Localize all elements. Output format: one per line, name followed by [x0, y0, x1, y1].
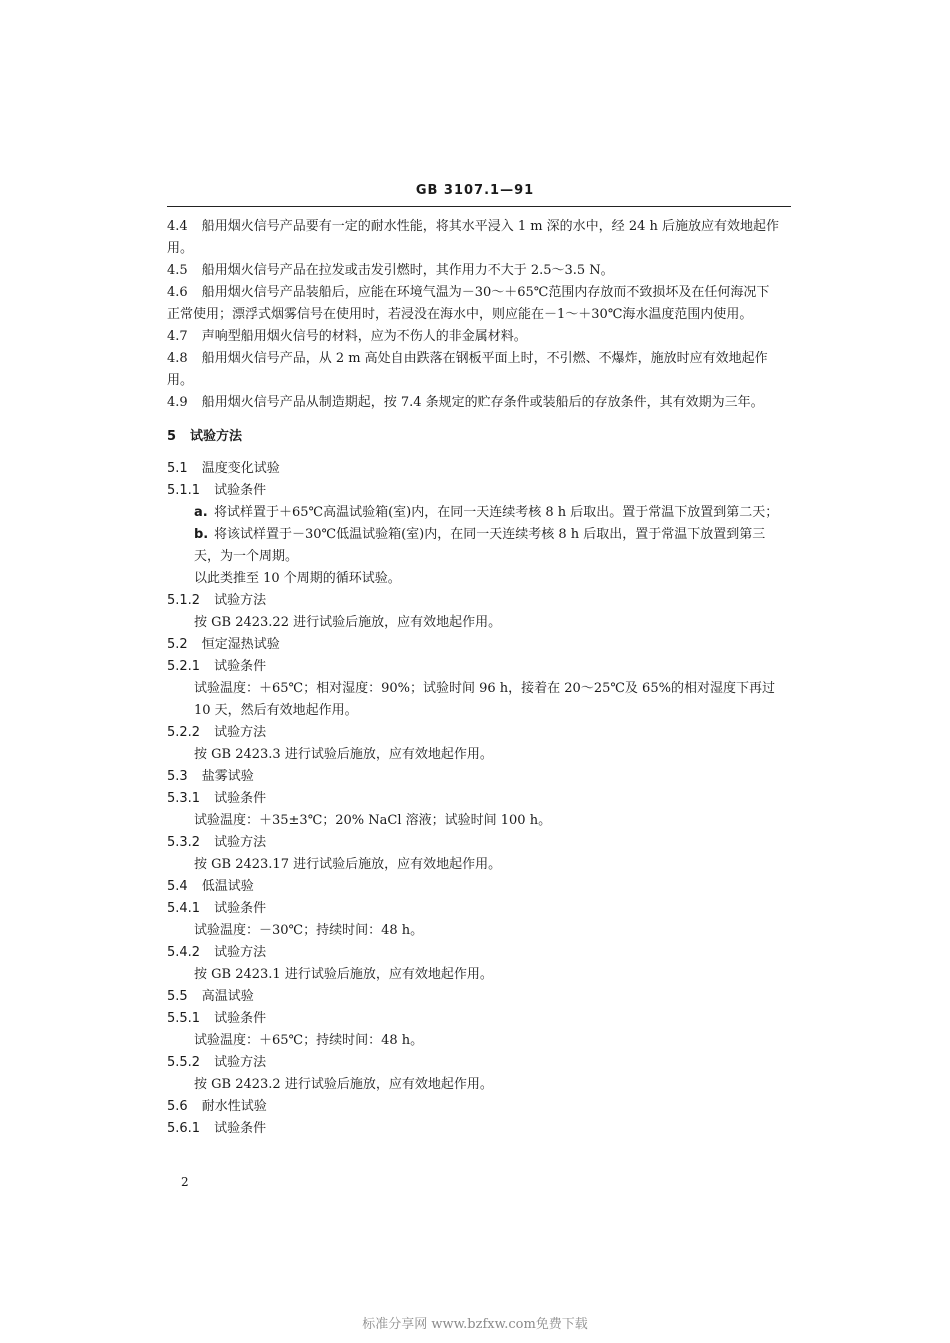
section-5-4-1-heading: 5.4.1 试验条件	[167, 901, 267, 916]
section-5-4-1-text: 试验温度：－30℃；持续时间：48 h。	[194, 923, 424, 938]
section-5-6-heading: 5.6 耐水性试验	[167, 1099, 267, 1114]
list-item-a: a. 将试样置于＋65℃高温试验箱(室)内，在同一天连续考核 8 h 后取出。置于常温下放置到第二天；	[194, 505, 779, 520]
clause-4-7: 4.7 声响型船用烟火信号的材料，应为不伤人的非金属材料。	[167, 329, 527, 344]
section-5-4-2-text: 按 GB 2423.1 进行试验后施放，应有效地起作用。	[194, 967, 493, 982]
section-5-heading: 5 试验方法	[167, 429, 243, 444]
section-5-3-1-text: 试验温度：＋35±3℃；20% NaCl 溶液；试验时间 100 h。	[194, 813, 552, 828]
section-5-3-2-heading: 5.3.2 试验方法	[167, 835, 267, 850]
section-5-4-heading: 5.4 低温试验	[167, 879, 254, 894]
clause-4-6: 4.6 船用烟火信号产品装船后，应能在环境气温为－30～＋65℃范围内存放而不致损坏及在任何海况下正常使用；漂浮式烟雾信号在使用时，若浸没在海水中，则应能在－1～＋30℃海水温度范围内使用。	[167, 285, 770, 322]
clause-4-8: 4.8 船用烟火信号产品，从 2 m 高处自由跌落在钢板平面上时，不引燃、不爆炸，施放时应有效地起作用。	[167, 351, 768, 388]
section-5-2-2-text: 按 GB 2423.3 进行试验后施放，应有效地起作用。	[194, 747, 493, 762]
section-5-2-heading: 5.2 恒定湿热试验	[167, 637, 280, 652]
section-5-5-2-text: 按 GB 2423.2 进行试验后施放，应有效地起作用。	[194, 1077, 493, 1092]
section-5-1-2-heading: 5.1.2 试验方法	[167, 593, 267, 608]
section-5-5-1-text: 试验温度：＋65℃；持续时间：48 h。	[194, 1033, 424, 1048]
section-5-3-heading: 5.3 盐雾试验	[167, 769, 254, 784]
header-rule	[167, 206, 791, 207]
section-5-2-1-heading: 5.2.1 试验条件	[167, 659, 267, 674]
section-5-5-heading: 5.5 高温试验	[167, 989, 254, 1004]
section-5-2-2-heading: 5.2.2 试验方法	[167, 725, 267, 740]
clause-4-9: 4.9 船用烟火信号产品从制造期起，按 7.4 条规定的贮存条件或装船后的存放条件，其有效期为三年。	[167, 395, 764, 410]
section-5-5-2-heading: 5.5.2 试验方法	[167, 1055, 267, 1070]
list-item-b: b. 将该试样置于－30℃低温试验箱(室)内，在同一天连续考核 8 h 后取出，置于常温下放置到第三天，为一个周期。	[194, 527, 766, 564]
section-5-1-1-heading: 5.1.1 试验条件	[167, 483, 267, 498]
document-header: GB 3107.1—91	[415, 183, 535, 198]
page-number: 2	[181, 1175, 189, 1189]
section-5-1-heading: 5.1 温度变化试验	[167, 461, 280, 476]
section-5-3-1-heading: 5.3.1 试验条件	[167, 791, 267, 806]
section-5-5-1-heading: 5.5.1 试验条件	[167, 1011, 267, 1026]
section-5-1-2-text: 按 GB 2423.22 进行试验后施放，应有效地起作用。	[194, 615, 502, 630]
section-5-3-2-text: 按 GB 2423.17 进行试验后施放，应有效地起作用。	[194, 857, 502, 872]
footer-watermark: 标准分享网 www.bzfxw.com免费下载	[362, 1317, 588, 1332]
clause-4-4: 4.4 船用烟火信号产品要有一定的耐水性能，将其水平浸入 1 m 深的水中，经 24 h 后施放应有效地起作用。	[167, 219, 779, 256]
cycle-note: 以此类推至 10 个周期的循环试验。	[194, 571, 401, 586]
document-body	[167, 216, 781, 1140]
clause-4-5: 4.5 船用烟火信号产品在拉发或击发引燃时，其作用力不大于 2.5～3.5 N。	[167, 263, 614, 278]
section-5-6-1-heading: 5.6.1 试验条件	[167, 1121, 267, 1136]
section-5-2-1-text: 试验温度：＋65℃；相对湿度：90%；试验时间 96 h，接着在 20～25℃及 65%的相对湿度下再过 10 天，然后有效地起作用。	[194, 681, 775, 718]
section-5-4-2-heading: 5.4.2 试验方法	[167, 945, 267, 960]
